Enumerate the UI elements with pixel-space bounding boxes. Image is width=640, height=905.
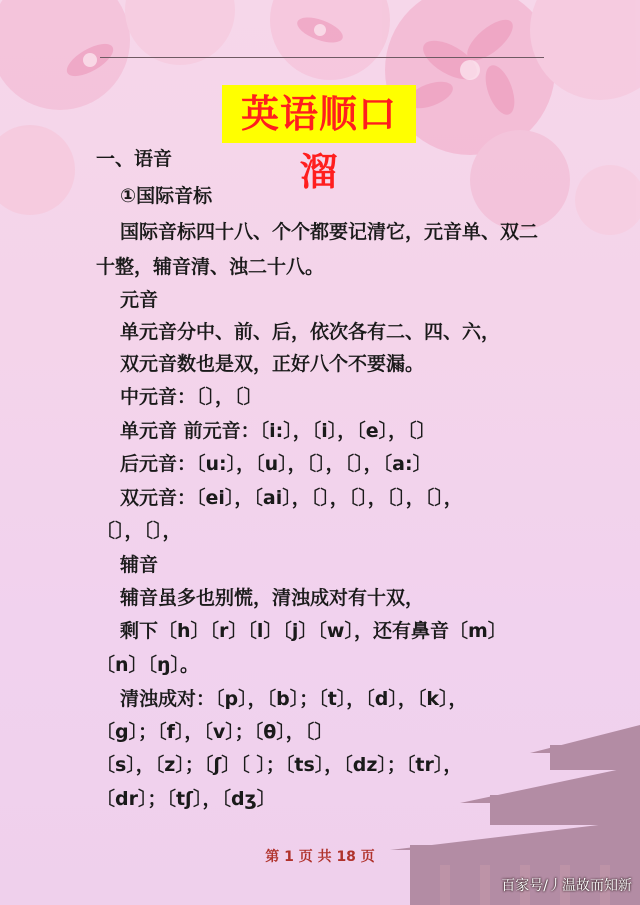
text-line: 后元音：〔u:〕，〔u〕，〔〕，〔〕，〔a:〕 (120, 453, 432, 475)
text-line: 中元音：〔〕，〔〕 (120, 386, 263, 408)
text-line: 〔dr〕；〔tʃ〕，〔dʒ〕 (96, 788, 276, 810)
header-rule (100, 57, 544, 58)
text-line: 双元音数也是双，正好八个不要漏。 (120, 353, 425, 375)
text-line: 〔〕，〔〕， (96, 520, 182, 542)
text-line: 剩下〔h〕〔r〕〔l〕〔j〕〔w〕，还有鼻音〔m〕 (120, 620, 507, 642)
text-line: 〔g〕；〔f〕，〔v〕；〔θ〕，〔〕 (96, 721, 334, 743)
source-watermark: 百家号/丿温故而知新 (501, 878, 632, 894)
subheading-vowels: 元音 (120, 289, 159, 311)
text-line: 〔s〕，〔z〕；〔ʃ〕〔 〕；〔ts〕，〔dz〕；〔tr〕， (96, 754, 463, 776)
subheading-consonants: 辅音 (120, 554, 159, 576)
text-line: 单元音 前元音：〔i:〕，〔i〕，〔e〕，〔〕 (120, 420, 436, 442)
page-title: 英语顺口溜 (222, 85, 416, 143)
page-number: 第 1 页 共 18 页 (265, 849, 375, 865)
text-line: 国际音标四十八、个个都要记清它，元音单、双二 (120, 221, 539, 243)
text-line: 清浊成对：〔p〕，〔b〕；〔t〕，〔d〕，〔k〕， (120, 688, 468, 710)
text-line: 〔n〕〔ŋ〕。 (96, 654, 200, 676)
subheading-ipa: ①国际音标 (120, 185, 213, 207)
text-line: 辅音虽多也别慌，清浊成对有十双， (120, 587, 425, 609)
text-line: 双元音：〔ei〕，〔ai〕，〔〕，〔〕，〔〕，〔〕， (120, 487, 463, 509)
section-heading-phonetics: 一、语音 (96, 148, 173, 170)
text-line: 十整，辅音清、浊二十八。 (96, 256, 325, 278)
text-line: 单元音分中、前、后，依次各有二、四、六， (120, 321, 501, 343)
